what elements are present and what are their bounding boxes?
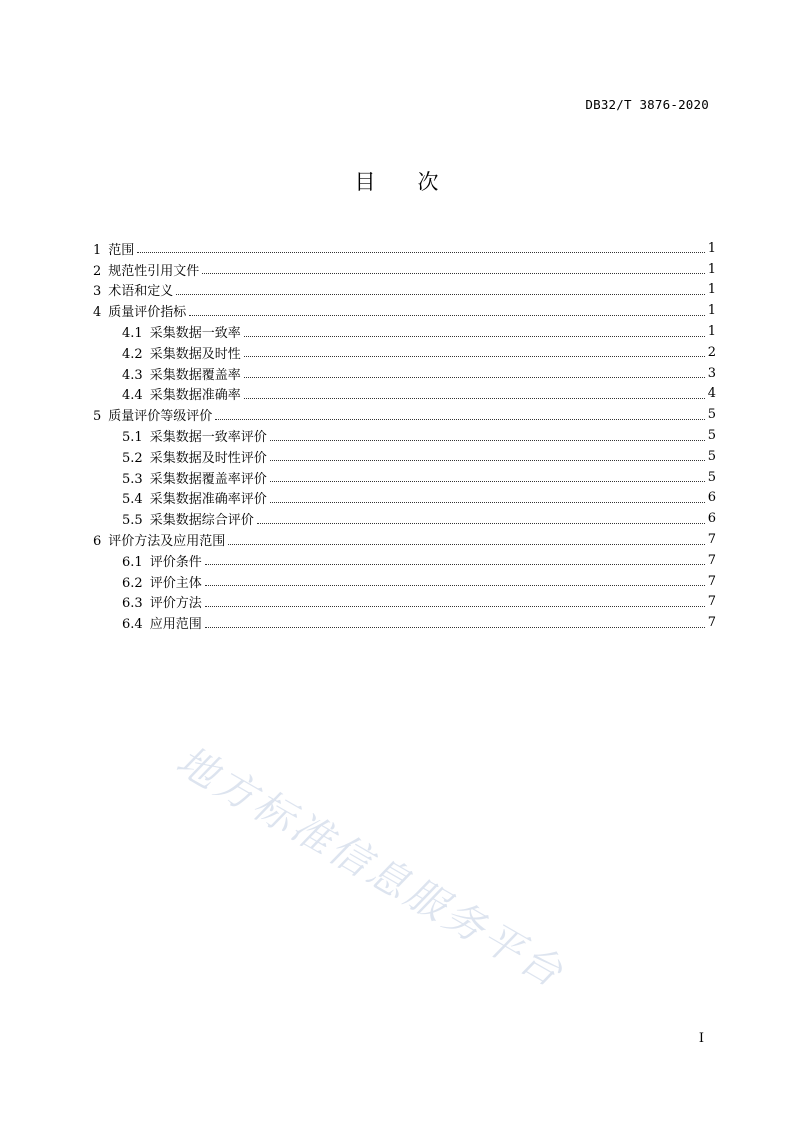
toc-dot-leader xyxy=(205,584,705,586)
toc-entry-number: 2 xyxy=(93,263,102,279)
toc-dot-leader xyxy=(244,376,705,378)
toc-dot-leader xyxy=(215,418,704,420)
watermark: 地方标准信息服务平台 xyxy=(168,737,573,998)
toc-entry-page: 5 xyxy=(707,407,716,423)
toc-entry-page: 6 xyxy=(707,490,716,506)
toc-entry-page: 7 xyxy=(707,594,716,610)
toc-entry-label xyxy=(122,488,267,507)
toc-dot-leader xyxy=(205,563,705,565)
toc-entry-page: 1 xyxy=(707,324,716,340)
toc-entry[interactable] xyxy=(93,321,716,342)
toc-entry-text: 采集数据准确率评价 xyxy=(149,492,267,508)
document-code: DB32/T 3876-2020 xyxy=(585,97,709,112)
toc-entry[interactable] xyxy=(93,550,716,571)
toc-entry-text: 质量评价指标 xyxy=(108,305,187,321)
toc-entry-label xyxy=(93,260,199,279)
toc-dot-leader xyxy=(257,522,705,524)
toc-entry-number: 5.2 xyxy=(122,450,143,466)
toc-entry-number: 6 xyxy=(93,534,102,550)
toc-entry-page: 7 xyxy=(707,552,716,568)
toc-dot-leader xyxy=(205,626,705,628)
toc-entry-number: 1 xyxy=(93,242,102,258)
toc-entry-label xyxy=(122,509,254,528)
toc-dot-leader xyxy=(176,293,704,295)
toc-entry-text: 规范性引用文件 xyxy=(108,263,200,279)
toc-entry-number: 6.4 xyxy=(122,617,143,633)
toc-entry-label xyxy=(93,405,212,424)
toc-dot-leader xyxy=(270,480,705,482)
toc-entry-label xyxy=(93,530,225,549)
toc-entry-label xyxy=(122,364,241,383)
toc-entry[interactable] xyxy=(93,488,716,509)
toc-entry-number: 6.2 xyxy=(122,575,143,591)
toc-entry-label xyxy=(93,301,186,320)
toc-entry-number: 5 xyxy=(93,409,102,425)
toc-entry-text: 术语和定义 xyxy=(108,284,174,300)
toc-entry[interactable] xyxy=(93,280,716,301)
toc-entry[interactable] xyxy=(93,529,716,550)
toc-entry-text: 采集数据及时性 xyxy=(149,346,241,362)
toc-entry-label xyxy=(122,572,202,591)
toc-entry[interactable] xyxy=(93,571,716,592)
table-of-contents xyxy=(93,238,716,633)
toc-entry-page: 3 xyxy=(707,365,716,381)
toc-entry-number: 4.3 xyxy=(122,367,143,383)
toc-entry[interactable] xyxy=(93,612,716,633)
toc-entry-label xyxy=(122,551,202,570)
page-number: I xyxy=(698,1031,704,1046)
toc-entry[interactable] xyxy=(93,384,716,405)
toc-entry-label xyxy=(122,613,202,632)
toc-entry-label xyxy=(122,322,241,341)
toc-entry-number: 6.1 xyxy=(122,554,143,570)
toc-entry-text: 评价方法 xyxy=(149,596,202,612)
toc-dot-leader xyxy=(205,605,705,607)
toc-entry-text: 采集数据及时性评价 xyxy=(149,450,267,466)
toc-entry-text: 评价主体 xyxy=(149,575,202,591)
toc-entry-page: 1 xyxy=(707,282,716,298)
toc-entry-number: 3 xyxy=(93,284,102,300)
toc-entry-page: 1 xyxy=(707,303,716,319)
toc-entry-text: 评价方法及应用范围 xyxy=(108,534,226,550)
toc-entry-page: 7 xyxy=(707,615,716,631)
toc-entry-text: 采集数据覆盖率 xyxy=(149,367,241,383)
toc-dot-leader xyxy=(244,397,705,399)
toc-entry-text: 范围 xyxy=(108,242,135,258)
toc-entry-text: 质量评价等级评价 xyxy=(108,409,213,425)
toc-entry-number: 4 xyxy=(93,305,102,321)
toc-entry-label xyxy=(93,239,134,258)
toc-dot-leader xyxy=(202,272,704,274)
toc-entry-text: 采集数据准确率 xyxy=(149,388,241,404)
toc-entry-number: 5.3 xyxy=(122,471,143,487)
toc-entry-label xyxy=(122,384,241,403)
toc-entry[interactable] xyxy=(93,300,716,321)
toc-entry[interactable] xyxy=(93,467,716,488)
toc-entry-number: 4.2 xyxy=(122,346,143,362)
toc-dot-leader xyxy=(270,459,705,461)
toc-entry[interactable] xyxy=(93,592,716,613)
toc-entry-text: 采集数据一致率 xyxy=(149,326,241,342)
toc-entry[interactable] xyxy=(93,508,716,529)
toc-entry-page: 7 xyxy=(707,573,716,589)
toc-entry-page: 5 xyxy=(707,428,716,444)
toc-entry-page: 7 xyxy=(707,532,716,548)
toc-entry-page: 6 xyxy=(707,511,716,527)
toc-dot-leader xyxy=(189,314,704,316)
toc-entry-text: 应用范围 xyxy=(149,617,202,633)
toc-entry-page: 5 xyxy=(707,469,716,485)
toc-dot-leader xyxy=(244,335,705,337)
toc-dot-leader xyxy=(228,543,704,545)
toc-entry-label xyxy=(93,280,173,299)
toc-entry[interactable] xyxy=(93,259,716,280)
toc-entry-text: 采集数据综合评价 xyxy=(149,513,254,529)
toc-entry[interactable] xyxy=(93,238,716,259)
toc-dot-leader xyxy=(270,501,705,503)
toc-entry-number: 4.4 xyxy=(122,388,143,404)
toc-entry[interactable] xyxy=(93,404,716,425)
toc-dot-leader xyxy=(270,439,705,441)
toc-title: 目次 xyxy=(354,170,481,194)
toc-entry[interactable] xyxy=(93,363,716,384)
toc-entry-page: 5 xyxy=(707,448,716,464)
toc-entry[interactable] xyxy=(93,425,716,446)
toc-entry-number: 5.1 xyxy=(122,430,143,446)
toc-entry[interactable] xyxy=(93,446,716,467)
toc-entry-page: 2 xyxy=(707,344,716,360)
toc-entry-text: 采集数据一致率评价 xyxy=(149,430,267,446)
toc-entry-page: 4 xyxy=(707,386,716,402)
toc-dot-leader xyxy=(244,355,705,357)
toc-entry-number: 4.1 xyxy=(122,326,143,342)
toc-entry-text: 采集数据覆盖率评价 xyxy=(149,471,267,487)
toc-entry-label xyxy=(122,426,267,445)
toc-entry-label xyxy=(122,468,267,487)
toc-entry-number: 5.4 xyxy=(122,492,143,508)
toc-entry[interactable] xyxy=(93,342,716,363)
toc-entry-page: 1 xyxy=(707,261,716,277)
toc-entry-number: 6.3 xyxy=(122,596,143,612)
toc-dot-leader xyxy=(137,251,704,253)
toc-entry-number: 5.5 xyxy=(122,513,143,529)
toc-entry-text: 评价条件 xyxy=(149,554,202,570)
toc-entry-label xyxy=(122,592,202,611)
toc-entry-label xyxy=(122,343,241,362)
toc-entry-label xyxy=(122,447,267,466)
toc-entry-page: 1 xyxy=(707,240,716,256)
